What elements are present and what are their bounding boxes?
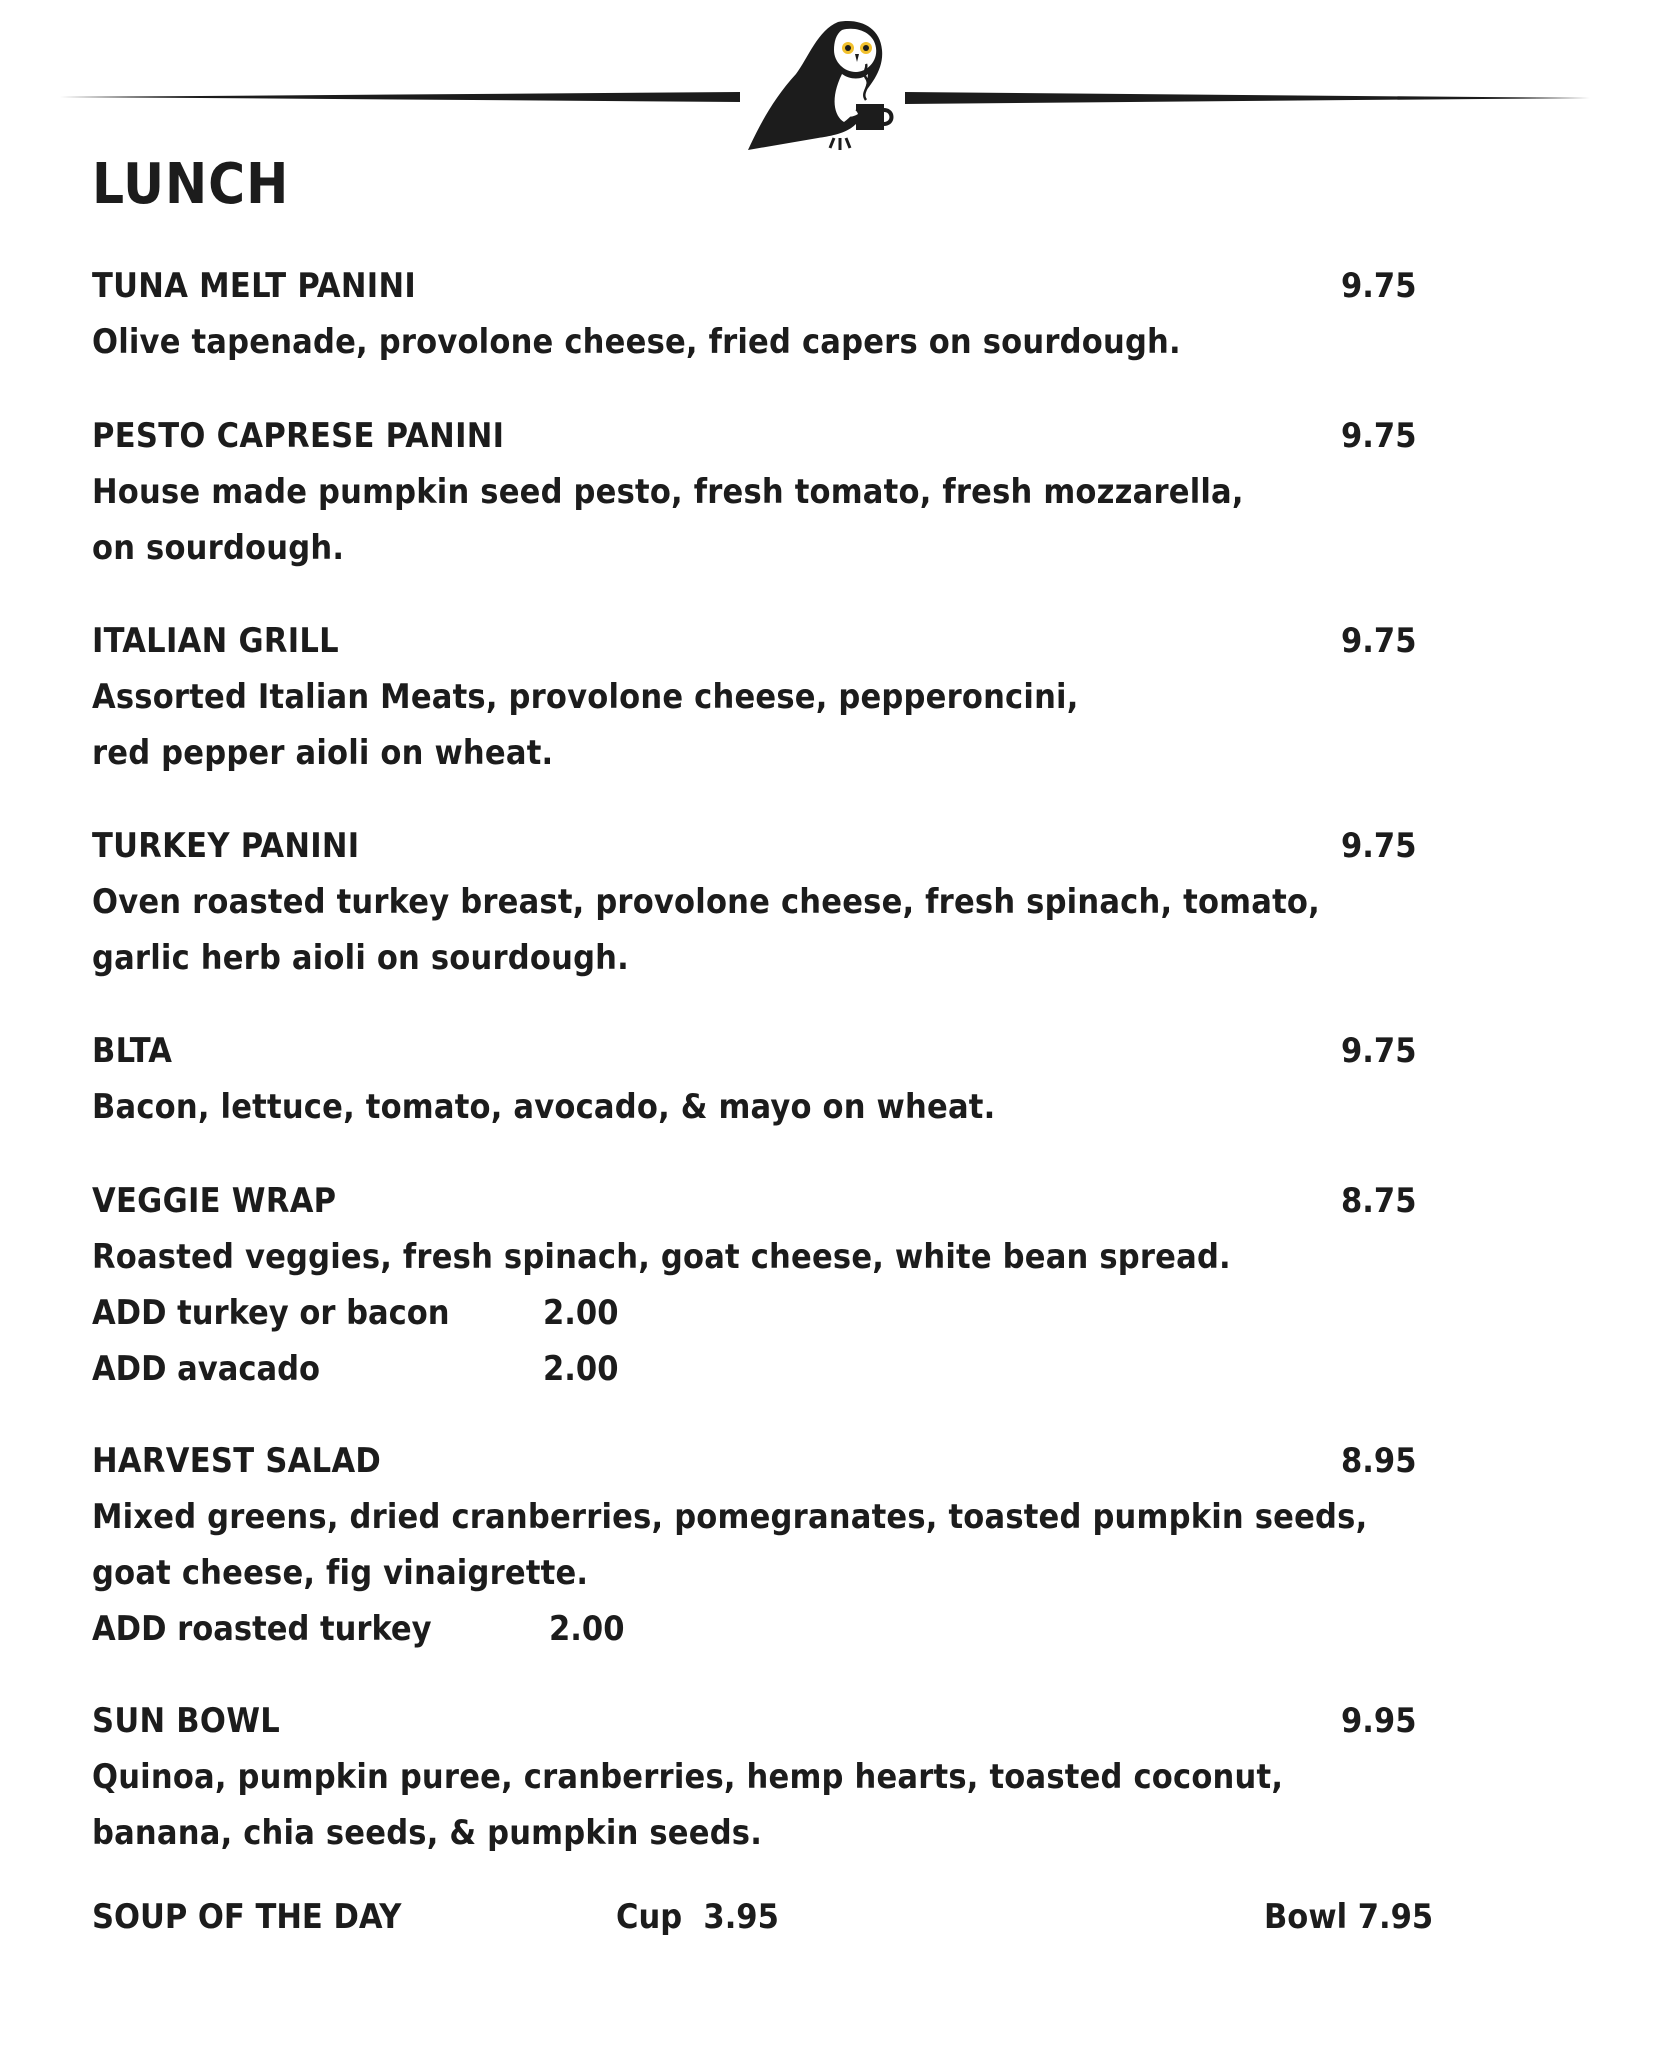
- item-price: 9.75: [1341, 621, 1417, 661]
- menu-item: [92, 1433, 1452, 1657]
- item-price: 9.75: [1341, 416, 1417, 456]
- item-description: banana, chia seeds, & pumpkin seeds.: [92, 1813, 763, 1853]
- item-description: Assorted Italian Meats, provolone cheese, pepperoncini,: [92, 677, 1079, 717]
- owl-holding-coffee-cup-icon: [738, 14, 902, 160]
- item-name: TURKEY PANINI: [92, 826, 360, 866]
- addon-price: 2.00: [543, 1349, 619, 1389]
- item-description: garlic herb aioli on sourdough.: [92, 938, 629, 978]
- item-price: 8.95: [1341, 1441, 1417, 1481]
- item-price: 9.95: [1341, 1701, 1417, 1741]
- item-price: 9.75: [1341, 266, 1417, 306]
- addon-price: 2.00: [549, 1609, 625, 1649]
- item-price: 8.75: [1341, 1181, 1417, 1221]
- addon-row: [92, 1285, 1452, 1341]
- addon-label: ADD avacado: [92, 1349, 321, 1389]
- item-name: BLTA: [92, 1031, 173, 1071]
- addon-label: ADD turkey or bacon: [92, 1293, 450, 1333]
- soup-name: SOUP OF THE DAY: [92, 1897, 402, 1937]
- menu-item: [92, 818, 1452, 986]
- addon-row: [92, 1341, 1452, 1397]
- item-description: on sourdough.: [92, 528, 345, 568]
- menu-item: [92, 408, 1452, 576]
- soup-row: [92, 1889, 1452, 1945]
- addon-row: [92, 1601, 1452, 1657]
- item-name: SUN BOWL: [92, 1701, 281, 1741]
- item-description: Quinoa, pumpkin puree, cranberries, hemp hearts, toasted coconut,: [92, 1757, 1284, 1797]
- item-description: Olive tapenade, provolone cheese, fried capers on sourdough.: [92, 322, 1181, 362]
- item-description: House made pumpkin seed pesto, fresh tomato, fresh mozzarella,: [92, 472, 1244, 512]
- menu-item: [92, 1023, 1452, 1135]
- item-price: 9.75: [1341, 826, 1417, 866]
- item-name: ITALIAN GRILL: [92, 621, 339, 661]
- soup-bowl-price: Bowl 7.95: [1264, 1897, 1434, 1937]
- item-description: Mixed greens, dried cranberries, pomegranates, toasted pumpkin seeds,: [92, 1497, 1368, 1537]
- item-name: VEGGIE WRAP: [92, 1181, 337, 1221]
- item-description: goat cheese, fig vinaigrette.: [92, 1553, 589, 1593]
- item-name: PESTO CAPRESE PANINI: [92, 416, 505, 456]
- menu-item: [92, 1173, 1452, 1397]
- item-description: Oven roasted turkey breast, provolone cheese, fresh spinach, tomato,: [92, 882, 1320, 922]
- menu-item: [92, 613, 1452, 781]
- addon-label: ADD roasted turkey: [92, 1609, 432, 1649]
- menu-item: [92, 258, 1452, 370]
- item-name: TUNA MELT PANINI: [92, 266, 417, 306]
- item-description: Roasted veggies, fresh spinach, goat cheese, white bean spread.: [92, 1237, 1231, 1277]
- addon-price: 2.00: [543, 1293, 619, 1333]
- soup-cup-price: Cup 3.95: [616, 1897, 779, 1937]
- item-description: Bacon, lettuce, tomato, avocado, & mayo on wheat.: [92, 1087, 996, 1127]
- item-name: HARVEST SALAD: [92, 1441, 382, 1481]
- menu-item: [92, 1693, 1452, 1861]
- item-price: 9.75: [1341, 1031, 1417, 1071]
- item-description: red pepper aioli on wheat.: [92, 733, 554, 773]
- menu-title: LUNCH: [92, 152, 290, 217]
